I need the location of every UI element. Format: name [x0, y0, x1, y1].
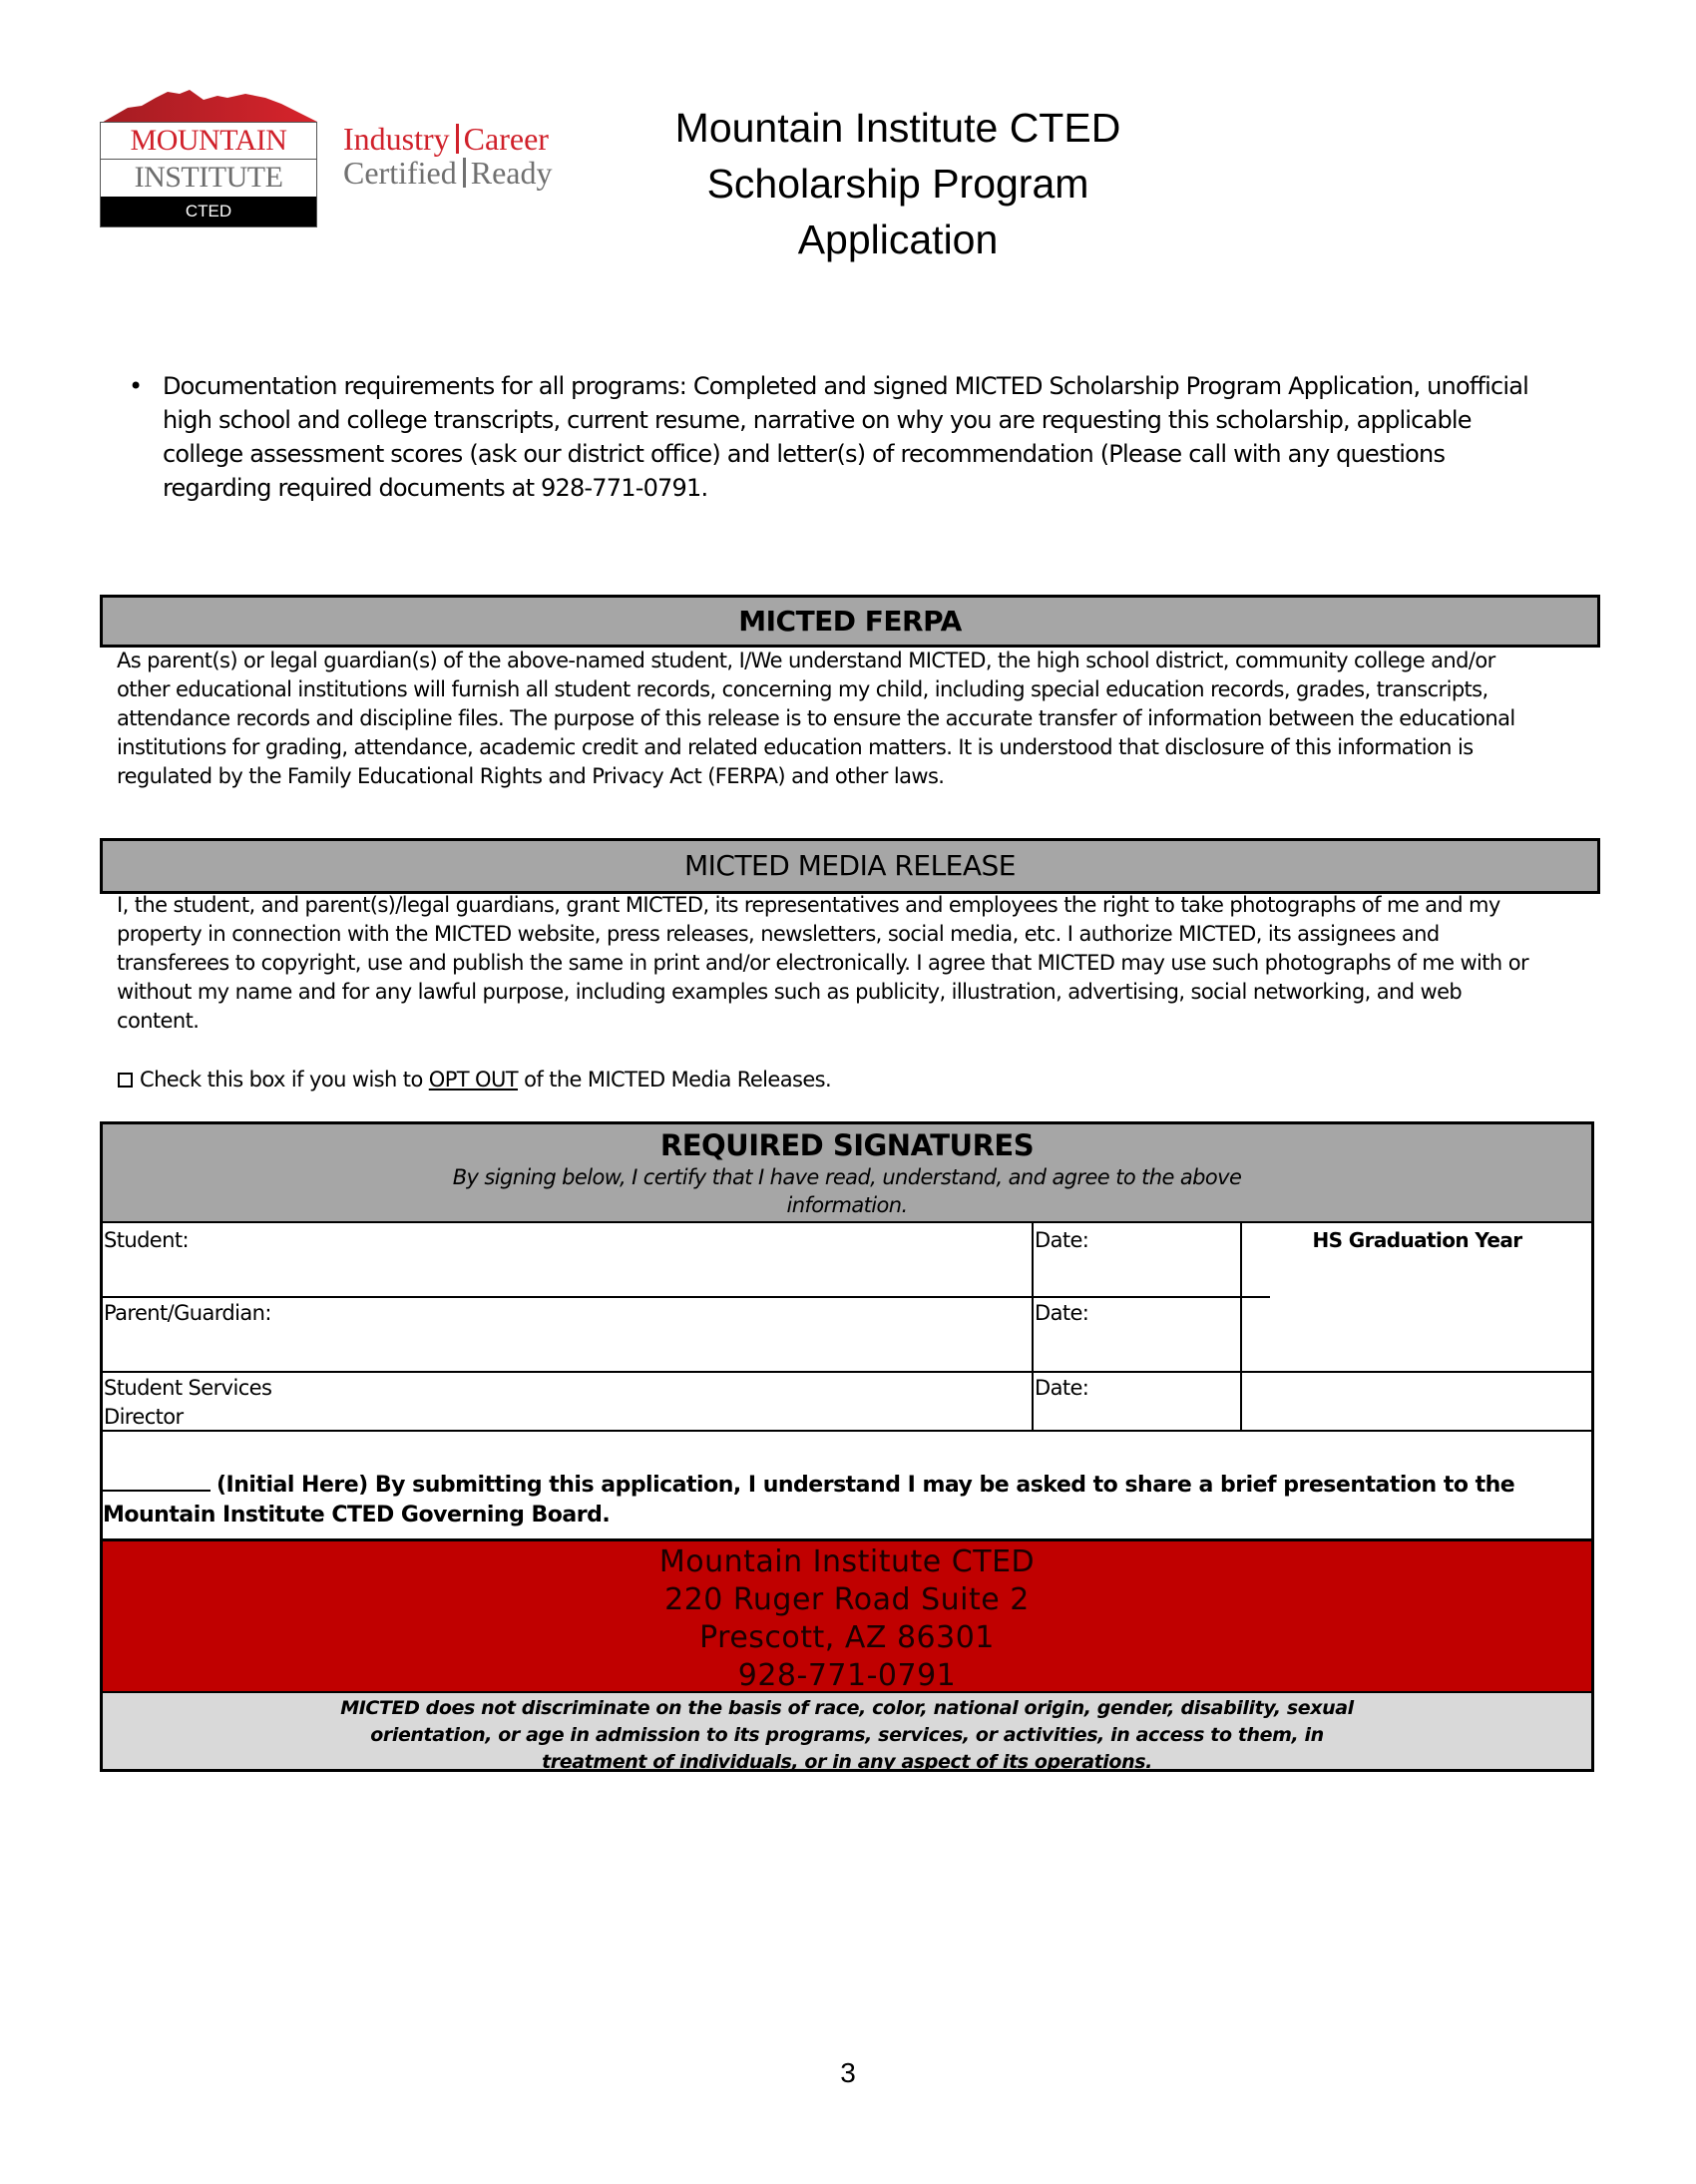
hs-graduation-year-field[interactable]: [1242, 1225, 1591, 1371]
contact-address: 220 Ruger Road Suite 2: [664, 1582, 1030, 1617]
initial-text: (Initial Here) By submitting this application, I understand I may be asked to share a brief presentation to the Mountain Institute CTED Governing Board.: [103, 1473, 1515, 1528]
row-divider: [103, 1430, 1591, 1432]
media-release-body: I, the student, and parent(s)/legal guardians, grant MICTED, its representatives and employees the right to take photographs of me and my property in connection with the MICTED website, press releases, newsletters, social media, etc. I authorize MICTED, its assignees and transferees to copyright, use and publish the same in print and/or electronically. I agree that MICTED may use such photographs of me with or without my name and for any lawful purpose, including examples such as publicity, illustration, advertising, social networking, and web content.: [117, 893, 1528, 1033]
contact-block: [103, 1538, 1591, 1693]
disclaimer-text: MICTED does not discriminate on the basis of race, color, national origin, gender, disability, sexual orientation, or age in admission to its programs, services, or activities, in access to them, in treatment of individuals, or in any aspect of its operations.: [340, 1697, 1354, 1773]
page-title: [579, 100, 1217, 267]
graduation-year-value-field[interactable]: [1242, 1373, 1591, 1430]
director-date-field[interactable]: [1034, 1373, 1239, 1430]
title-line-1: Mountain Institute CTED: [674, 105, 1121, 151]
logo-tagline: [343, 122, 552, 190]
initial-acknowledgement: [103, 1450, 1591, 1538]
parent-guardian-date-field[interactable]: [1034, 1298, 1239, 1371]
logo-wordmark: [100, 122, 317, 227]
student-signature-field[interactable]: [103, 1225, 1031, 1296]
signatures-subheading: By signing below, I certify that I have read, understand, and agree to the above information.: [452, 1165, 1242, 1217]
tagline-ready: Ready: [470, 155, 553, 191]
ferpa-body: As parent(s) or legal guardian(s) of the above-named student, I/We understand MICTED, the high school district, community college and/or other educational institutions will furnish all student records, concerning my child, including special education records, grades, transcripts, attendance records and discipline files. The purpose of this release is to ensure the accurate transfer of information between the educational institutions for grading, attendance, academic credit and related education matters. It is understood that disclosure of this information is regulated by the Family Educational Rights and Privacy Act (FERPA) and other laws.: [117, 649, 1515, 788]
required-signatures-table: [100, 1121, 1594, 1772]
hs-graduation-year-label: HS Graduation Year: [1312, 1228, 1522, 1252]
date-label: Date:: [1035, 1228, 1089, 1252]
organization-logo: [100, 86, 579, 227]
title-line-3: Application: [797, 217, 999, 262]
director-label: Student Services Director: [104, 1376, 272, 1429]
date-label: Date:: [1035, 1301, 1089, 1325]
contact-name: Mountain Institute CTED: [658, 1544, 1036, 1579]
mountain-icon: [100, 86, 317, 124]
tagline-industry: Industry: [343, 121, 450, 157]
student-label: Student:: [104, 1228, 189, 1252]
parent-guardian-label: Parent/Guardian:: [104, 1301, 271, 1325]
title-line-2: Scholarship Program: [706, 161, 1089, 207]
page-number: 3: [840, 2057, 856, 2088]
tagline-divider: [463, 158, 466, 188]
student-date-field[interactable]: [1034, 1225, 1239, 1296]
opt-out-suffix: of the MICTED Media Releases.: [518, 1068, 832, 1092]
requirements-text: Documentation requirements for all programs: Completed and signed MICTED Scholarship Program Application, unofficial high school and college transcripts, current resume, narrative on why you are requesting this scholarship, applicable college assessment scores (ask our district office) and letter(s) of recommendation (Please call with any questions regarding required documents at 928-771-0791.: [163, 372, 1529, 502]
tagline-divider: [456, 124, 459, 154]
ferpa-heading: MICTED FERPA: [100, 595, 1600, 648]
initial-blank-field[interactable]: [103, 1468, 211, 1492]
tagline-certified: Certified: [343, 155, 457, 191]
documentation-requirements: [125, 369, 1541, 505]
logo-line-institute: INSTITUTE: [134, 161, 283, 194]
logo-line-mountain: MOUNTAIN: [101, 123, 316, 160]
logo-line-cted: CTED: [101, 197, 316, 226]
tagline-career: Career: [463, 121, 549, 157]
parent-guardian-signature-field[interactable]: [103, 1298, 1031, 1371]
contact-city: Prescott, AZ 86301: [699, 1620, 995, 1655]
opt-out-emphasis: OPT OUT: [428, 1068, 518, 1092]
non-discrimination-notice: [103, 1693, 1591, 1773]
director-signature-field[interactable]: [103, 1373, 292, 1430]
signatures-header: [103, 1124, 1591, 1223]
date-label: Date:: [1035, 1376, 1089, 1400]
bullet-icon: •: [129, 372, 143, 400]
opt-out-row: [118, 1066, 831, 1094]
opt-out-prefix: Check this box if you wish to: [140, 1068, 429, 1092]
media-release-heading: MICTED MEDIA RELEASE: [100, 838, 1600, 894]
signatures-heading: REQUIRED SIGNATURES: [659, 1128, 1035, 1162]
opt-out-checkbox[interactable]: [118, 1073, 133, 1088]
logo-mark: [100, 86, 317, 227]
contact-phone: 928-771-0791: [737, 1658, 957, 1693]
